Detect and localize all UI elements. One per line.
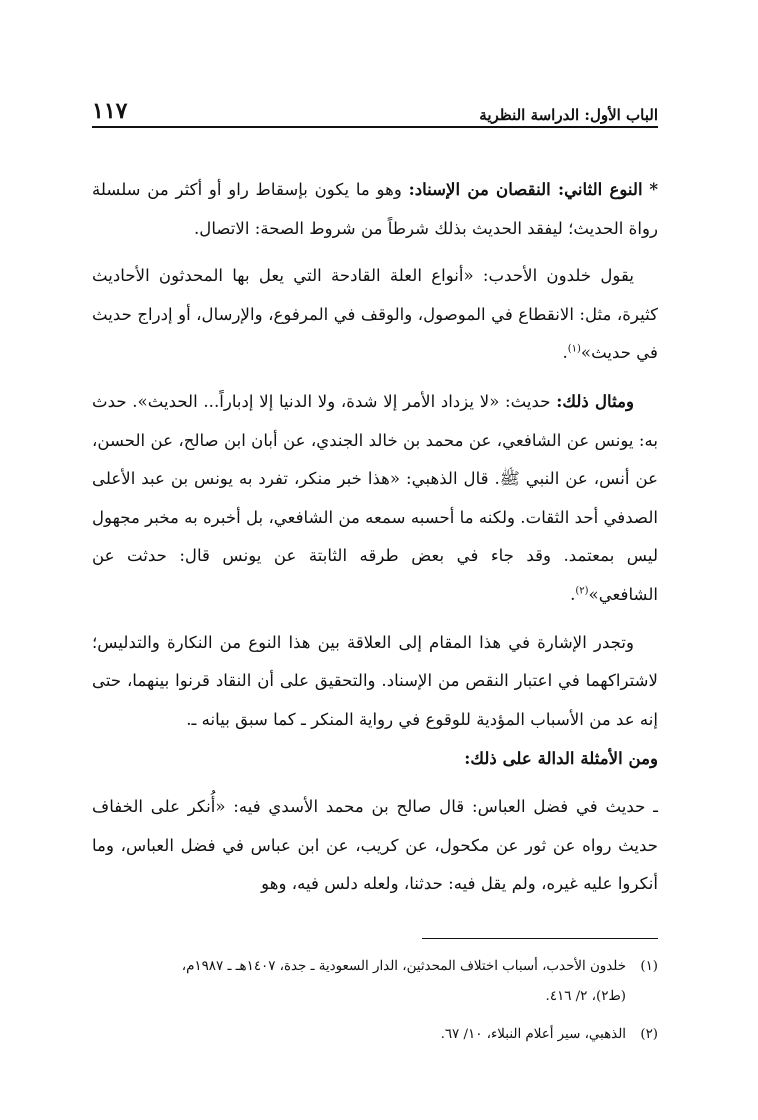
footnote-1 bbox=[92, 952, 658, 1012]
paragraph-text: وتجدر الإشارة في هذا المقام إلى العلاقة بين هذا النوع من النكارة والتدليس؛ لاشتراكهما في اعتبار النقص من الإسناد. والتحقيق على أن النقاد قرنوا بينهما، حتى إنه عد من الأسباب المؤدية للوقوع في رواية المنكر ـ كما سبق بيانه ـ. bbox=[92, 632, 658, 729]
page-number: ١١٧ bbox=[92, 98, 128, 124]
footnote-number: (١) bbox=[640, 959, 658, 974]
punctuation: . bbox=[562, 343, 568, 363]
paragraph-quote-ahdab bbox=[92, 257, 658, 373]
examples-heading: ومن الأمثلة الدالة على ذلك: bbox=[464, 748, 658, 769]
paragraph-text: وهو ما يكون بإسقاط راو أو أكثر من سلسلة رواة الحديث؛ ليفقد الحديث بذلك شرطاً من شروط الصحة: الاتصال. bbox=[92, 180, 658, 238]
footnote-text: خلدون الأحدب، أسباب اختلاف المحدثين، الدار السعودية ـ جدة، ١٤٠٧هـ ـ ١٩٨٧م، bbox=[181, 959, 626, 974]
paragraph-tadlis bbox=[92, 624, 658, 740]
footnote-ref-2: (٢) bbox=[575, 585, 589, 597]
footnote-2 bbox=[92, 1020, 658, 1050]
paragraph-text: يقول خلدون الأحدب: «أنواع العلة القادحة التي يعل بها المحدثون الأحاديث كثيرة، مثل: الانقطاع في الموصول، والوقف في المرفوع، والإرسال، أو إدراج حديث في حديث» bbox=[92, 266, 658, 363]
running-title: الباب الأول: الدراسة النظرية bbox=[479, 106, 658, 124]
footnote-number: (٢) bbox=[640, 1027, 658, 1042]
footnote-ref-1: (١) bbox=[567, 343, 581, 355]
footnotes bbox=[92, 952, 658, 1058]
paragraph-second-type bbox=[92, 170, 658, 248]
bullet-mark: * bbox=[649, 179, 658, 199]
page-header bbox=[92, 88, 658, 128]
footnote-text-cont: (ط٢)، ٢/ ٤١٦. bbox=[545, 989, 626, 1004]
example-heading: ومثال ذلك: bbox=[556, 390, 634, 411]
section-heading: النوع الثاني: النقصان من الإسناد: bbox=[408, 179, 643, 199]
paragraph-abbas-hadith bbox=[92, 788, 658, 904]
footnote-text: الذهبي، سير أعلام النبلاء، ١٠/ ٦٧. bbox=[440, 1027, 626, 1042]
page-body bbox=[92, 170, 658, 913]
paragraph-examples-heading bbox=[92, 739, 658, 779]
punctuation: . bbox=[570, 584, 576, 604]
paragraph-example bbox=[92, 382, 658, 615]
paragraph-text: ـ حديث في فضل العباس: قال صالح بن محمد الأسدي فيه: «أُنكر على الخفاف حديث رواه عن ثور عن مكحول، عن كريب، عن ابن عباس في فضل العباس، وما أنكروا عليه غيره، ولم يقل فيه: حدثنا، ولعله دلس فيه، وهو bbox=[92, 796, 659, 894]
paragraph-text: حديث: «لا يزداد الأمر إلا شدة، ولا الدنيا إلا إدباراً... الحديث». حدث به: يونس عن الشافعي، عن محمد بن خالد الجندي، عن أبان ابن صالح، عن الحسن، عن أنس، عن النبي ﷺ. قال الذهبي: «هذا خبر منكر، تفرد به يونس بن عبد الأعلى الصدفي أحد الثقات. ولكنه ما أحسبه سمعه من الشافعي، بل أخبره به مخبر مجهول ليس بمعتمد. وقد جاء في بعض طرقه الثابتة عن يونس قال: حدثت عن الشافعي» bbox=[92, 391, 658, 604]
footnote-divider bbox=[422, 938, 658, 939]
